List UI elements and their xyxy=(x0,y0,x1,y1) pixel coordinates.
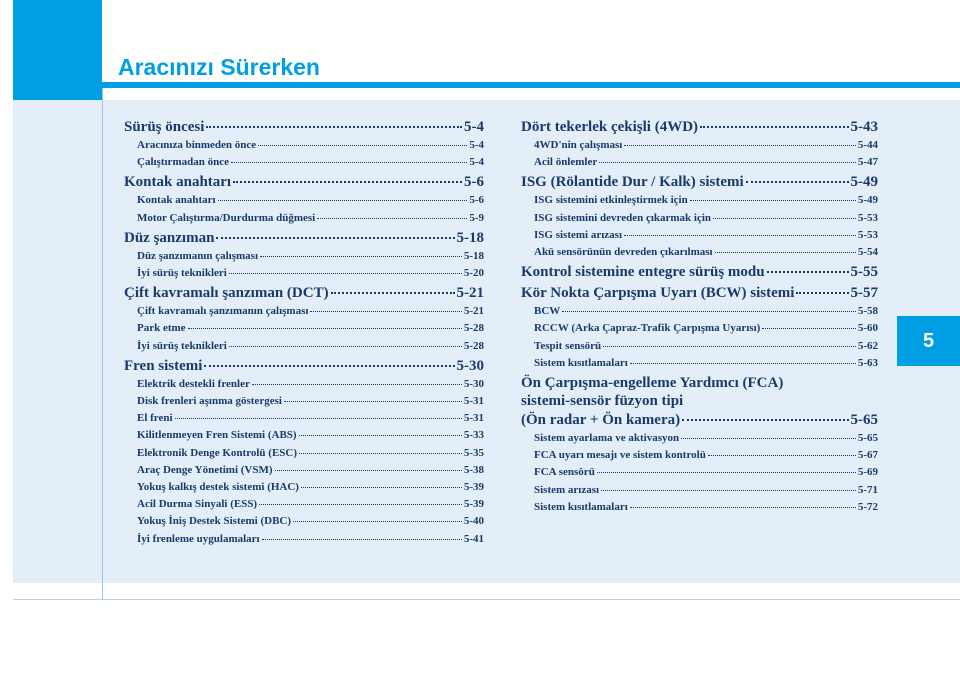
toc-left-item[interactable] xyxy=(124,445,484,462)
toc-entry-page: 5-4 xyxy=(464,119,484,135)
dot-leader xyxy=(700,126,848,128)
toc-entry-label: Elektrik destekli frenler xyxy=(137,377,250,390)
toc-left-item[interactable] xyxy=(124,531,484,548)
toc-entry-page: 5-62 xyxy=(857,339,878,352)
toc-entry-page: 5-54 xyxy=(857,246,878,259)
toc-entry-label: Yokuş kalkış destek sistemi (HAC) xyxy=(137,481,299,494)
toc-entry-page: 5-35 xyxy=(463,446,484,459)
toc-right-item[interactable] xyxy=(521,338,878,355)
dot-leader xyxy=(206,126,462,128)
toc-entry-label: Kilitlenmeyen Fren Sistemi (ABS) xyxy=(137,429,297,442)
toc-entry-label: El freni xyxy=(137,412,173,425)
toc-entry-label: Park etme xyxy=(137,322,186,335)
header-accent-block xyxy=(13,0,102,100)
toc-left-item[interactable] xyxy=(124,338,484,355)
toc-left-section[interactable] xyxy=(124,228,484,248)
toc-entry-label: Sistem ayarlama ve aktivasyon xyxy=(534,432,680,445)
toc-entry-label: Disk frenleri aşınma göstergesi xyxy=(137,395,282,408)
toc-entry-page: 5-39 xyxy=(463,481,484,494)
toc-entry-page: 5-21 xyxy=(456,285,484,302)
toc-entry-label: RCCW (Arka Çapraz-Trafik Çarpışma Uyarısı) xyxy=(534,322,761,335)
toc-entry-fca-page: 5-65 xyxy=(850,412,878,429)
dot-leader xyxy=(258,145,467,146)
toc-entry-label: FCA sensörü xyxy=(534,466,595,479)
toc-entry-label: BCW xyxy=(534,305,561,318)
toc-entry-page: 5-49 xyxy=(857,194,878,207)
toc-right-item[interactable] xyxy=(521,244,878,261)
toc-right-item[interactable] xyxy=(521,192,878,209)
toc-column-right xyxy=(521,116,878,516)
toc-entry-page: 5-18 xyxy=(463,249,484,262)
toc-left-section[interactable] xyxy=(124,117,484,137)
dot-leader xyxy=(767,271,849,273)
toc-entry-label: Sistem arızası xyxy=(534,483,600,496)
toc-entry-label: Sürüş öncesi xyxy=(124,119,205,135)
toc-entry-page: 5-18 xyxy=(456,229,484,246)
toc-right-item[interactable] xyxy=(521,227,878,244)
toc-entry-label: Acil Durma Sinyali (ESS) xyxy=(137,498,258,511)
dot-leader xyxy=(599,162,856,163)
toc-left-item[interactable] xyxy=(124,479,484,496)
toc-entry-page: 5-9 xyxy=(469,211,484,224)
toc-entry-label: 4WD'nin çalışması xyxy=(534,139,623,151)
toc-left-section[interactable] xyxy=(124,283,484,303)
margin-line xyxy=(102,88,103,600)
toc-right-section[interactable] xyxy=(521,172,878,192)
dot-leader xyxy=(229,346,462,347)
dot-leader xyxy=(301,487,462,488)
toc-right-item[interactable] xyxy=(521,447,878,464)
toc-entry-label: ISG sistemini devreden çıkarmak için xyxy=(534,211,712,224)
toc-entry-label: Kontak anahtarı xyxy=(124,174,232,191)
toc-entry-page: 5-44 xyxy=(857,139,878,151)
toc-entry-label: Tespit sensörü xyxy=(534,339,602,352)
toc-right-item[interactable] xyxy=(521,499,878,516)
dot-leader xyxy=(310,311,461,312)
toc-entry-page: 5-30 xyxy=(463,377,484,390)
toc-entry-label: ISG sistemini etkinleştirmek için xyxy=(534,194,688,207)
toc-entry-page: 5-43 xyxy=(850,119,878,135)
toc-entry-page: 5-40 xyxy=(463,515,484,528)
toc-entry-page: 5-53 xyxy=(857,228,878,241)
toc-entry-label: Düz şanzıman xyxy=(124,229,215,246)
toc-left-item[interactable] xyxy=(124,154,484,171)
dot-leader xyxy=(630,507,856,508)
toc-left-section[interactable] xyxy=(124,172,484,192)
dot-leader xyxy=(252,384,462,385)
dot-leader xyxy=(260,256,462,257)
toc-left-item[interactable] xyxy=(124,320,484,337)
toc-left-item[interactable] xyxy=(124,303,484,320)
toc-entry-label: ISG (Rölantide Dur / Kalk) sistemi xyxy=(521,174,744,191)
toc-entry-page: 5-33 xyxy=(463,429,484,442)
header-rule xyxy=(102,82,960,88)
toc-entry-label: İyi frenleme uygulamaları xyxy=(137,532,260,545)
toc-entry-page: 5-28 xyxy=(463,322,484,335)
chapter-tab: 5 xyxy=(897,316,960,366)
toc-left-item[interactable] xyxy=(124,248,484,265)
dot-leader xyxy=(299,453,462,454)
dot-leader xyxy=(188,328,462,329)
toc-entry-page: 5-71 xyxy=(857,483,878,496)
dot-leader xyxy=(708,455,856,456)
toc-entry-page: 5-60 xyxy=(857,322,878,335)
toc-entry-page: 5-6 xyxy=(469,194,484,207)
toc-left-item[interactable] xyxy=(124,210,484,227)
toc-right-section[interactable] xyxy=(521,262,878,282)
dot-leader xyxy=(331,292,455,294)
toc-entry-label: Araç Denge Yönetimi (VSM) xyxy=(137,463,273,476)
toc-entry-page: 5-57 xyxy=(850,285,878,302)
toc-left-section[interactable] xyxy=(124,356,484,376)
toc-entry-page: 5-41 xyxy=(463,532,484,545)
toc-right-item[interactable] xyxy=(521,303,878,320)
toc-left-item[interactable] xyxy=(124,427,484,444)
toc-entry-page: 5-47 xyxy=(857,156,878,169)
toc-left-item[interactable] xyxy=(124,376,484,393)
toc-entry-fca-line1: Ön Çarpışma-engelleme Yardımcı (FCA) xyxy=(521,375,784,392)
toc-entry-page: 5-53 xyxy=(857,211,878,224)
footer-rule xyxy=(13,583,960,600)
dot-leader xyxy=(624,145,856,146)
dot-leader xyxy=(204,365,454,367)
dot-leader xyxy=(562,311,856,312)
toc-entry-label: Düz şanzımanın çalışması xyxy=(137,249,259,262)
toc-entry-label: Sistem kısıtlamaları xyxy=(534,500,628,513)
toc-right-item[interactable] xyxy=(521,482,878,499)
dot-leader xyxy=(259,504,462,505)
toc-entry-page: 5-69 xyxy=(857,466,878,479)
dot-leader xyxy=(603,346,856,347)
toc-entry-label: Çalıştırmadan önce xyxy=(137,156,229,169)
dot-leader xyxy=(233,181,462,183)
toc-entry-page: 5-38 xyxy=(463,463,484,476)
toc-right-item[interactable] xyxy=(521,355,878,372)
toc-left-item[interactable] xyxy=(124,496,484,513)
dot-leader xyxy=(713,218,856,219)
toc-entry-page: 5-58 xyxy=(857,305,878,318)
toc-entry-page: 5-67 xyxy=(857,449,878,462)
dot-leader xyxy=(216,237,454,239)
toc-left-item[interactable] xyxy=(124,393,484,410)
toc-entry-page: 5-20 xyxy=(463,267,484,280)
toc-entry-label: Aracınıza binmeden önce xyxy=(137,139,257,151)
toc-entry-label: Fren sistemi xyxy=(124,357,203,374)
toc-left-item[interactable] xyxy=(124,462,484,479)
toc-right-item[interactable] xyxy=(521,154,878,171)
toc-entry-page: 5-30 xyxy=(456,357,484,374)
toc-entry-label: Dört tekerlek çekişli (4WD) xyxy=(521,119,699,135)
dot-leader xyxy=(175,418,462,419)
dot-leader xyxy=(218,200,468,201)
toc-entry-label: FCA uyarı mesajı ve sistem kontrolü xyxy=(534,449,706,462)
dot-leader xyxy=(690,200,856,201)
toc-entry-label: Yokuş İniş Destek Sistemi (DBC) xyxy=(137,515,292,528)
dot-leader xyxy=(715,252,856,253)
toc-entry-label: Kör Nokta Çarpışma Uyarı (BCW) sistemi xyxy=(521,285,795,302)
toc-right-item[interactable] xyxy=(521,464,878,481)
toc-entry-fca-line2: sistemi-sensör füzyon tipi xyxy=(521,393,684,410)
toc-entry-page: 5-31 xyxy=(463,395,484,408)
toc-entry-fca[interactable] xyxy=(521,374,878,430)
toc-entry-page: 5-72 xyxy=(857,500,878,513)
dot-leader xyxy=(262,539,462,540)
dot-leader xyxy=(231,162,467,163)
toc-right-item[interactable] xyxy=(521,430,878,447)
toc-entry-page: 5-55 xyxy=(850,264,878,281)
page-title: Aracınızı Sürerken xyxy=(118,54,320,80)
dot-leader xyxy=(796,292,848,294)
toc-entry-label: Kontak anahtarı xyxy=(137,194,216,207)
toc-entry-label: Çift kavramalı şanzımanın çalışması xyxy=(137,305,309,318)
toc-entry-label: Acil önlemler xyxy=(534,156,598,169)
toc-entry-page: 5-6 xyxy=(464,174,484,191)
toc-entry-page: 5-39 xyxy=(463,498,484,511)
toc-left-item[interactable] xyxy=(124,137,484,154)
toc-entry-label: İyi sürüş teknikleri xyxy=(137,339,227,352)
toc-entry-page: 5-63 xyxy=(857,356,878,369)
dot-leader xyxy=(681,438,856,439)
dot-leader xyxy=(275,470,462,471)
toc-column-left xyxy=(124,116,484,548)
toc-left-item[interactable] xyxy=(124,513,484,530)
toc-entry-label: Elektronik Denge Kontrolü (ESC) xyxy=(137,446,298,459)
toc-right-item[interactable] xyxy=(521,137,878,154)
dot-leader xyxy=(597,472,856,473)
toc-entry-label: Sistem kısıtlamaları xyxy=(534,356,628,369)
dot-leader xyxy=(293,521,462,522)
dot-leader xyxy=(317,218,467,219)
toc-right-item[interactable] xyxy=(521,210,878,227)
toc-entry-label: Kontrol sistemine entegre sürüş modu xyxy=(521,264,765,281)
toc-left-item[interactable] xyxy=(124,265,484,282)
dot-leader xyxy=(746,181,849,183)
toc-right-item[interactable] xyxy=(521,320,878,337)
toc-entry-label: İyi sürüş teknikleri xyxy=(137,267,227,280)
toc-entry-label: Çift kavramalı şanzıman (DCT) xyxy=(124,285,329,302)
toc-entry-fca-line3: (Ön radar + Ön kamera) xyxy=(521,412,681,429)
toc-entry-page: 5-21 xyxy=(463,305,484,318)
dot-leader xyxy=(601,490,856,491)
toc-entry-page: 5-65 xyxy=(857,432,878,445)
toc-right-section[interactable] xyxy=(521,117,878,137)
toc-entry-label: Akü sensörünün devreden çıkarılması xyxy=(534,246,713,259)
toc-right-section[interactable] xyxy=(521,283,878,303)
toc-entry-page: 5-31 xyxy=(463,412,484,425)
toc-left-item[interactable] xyxy=(124,192,484,209)
toc-left-item[interactable] xyxy=(124,410,484,427)
dot-leader xyxy=(229,273,462,274)
toc-entry-page: 5-49 xyxy=(850,174,878,191)
dot-leader xyxy=(284,401,462,402)
toc-entry-page: 5-4 xyxy=(469,156,484,169)
toc-entry-label: Motor Çalıştırma/Durdurma düğmesi xyxy=(137,211,316,224)
dot-leader xyxy=(299,435,462,436)
toc-entry-page: 5-4 xyxy=(469,139,484,151)
toc-entry-page: 5-28 xyxy=(463,339,484,352)
dot-leader xyxy=(762,328,856,329)
dot-leader xyxy=(630,363,856,364)
toc-entry-label: ISG sistemi arızası xyxy=(534,228,622,241)
dot-leader xyxy=(624,235,856,236)
